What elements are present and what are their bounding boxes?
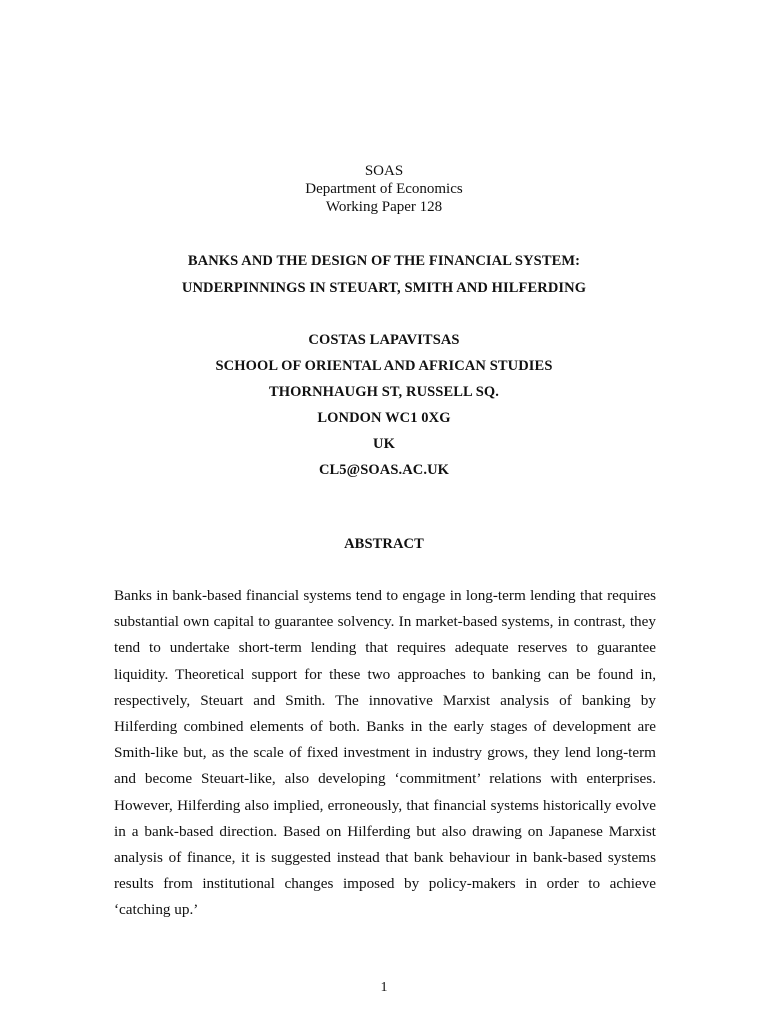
institution-name: SOAS [364, 163, 404, 179]
author-email: CL5@SOAS.AC.UK [318, 462, 450, 478]
paper-title [0, 248, 768, 302]
author-name: COSTAS LAPAVITSAS [308, 332, 460, 348]
title-line-1: BANKS AND THE DESIGN OF THE FINANCIAL SYSTEM: [187, 253, 581, 269]
department-name: Department of Economics [305, 181, 463, 197]
author-country: UK [373, 436, 395, 452]
abstract-text: Banks in bank-based financial systems tend to engage in long-term lending that requires substantial own capital to guarantee solvency. In market-based systems, in contrast, they tend to undertake short-term lending that requires adequate reserves to guarantee liquidity. Theoretical support for these two approaches to banking can be found in, respectively, Steuart and Smith. The innovative Marxist analysis of banking by Hilferding combined elements of both. Banks in the early stages of development are Smith-like but, as the scale of fixed investment in industry grows, they lend long-term and become Steuart-like, also developing ‘commitment’ relations with enterprises. However, Hilferding also implied, erroneously, that financial systems historically evolve in a bank-based direction. Based on Hilferding but also drawing on Japanese Marxist analysis of finance, it is suggested instead that bank behaviour in bank-based systems results from institutional changes imposed by policy-makers in order to achieve ‘catching up.’ [114, 587, 656, 919]
abstract-heading: ABSTRACT [344, 536, 424, 552]
author-street: THORNHAUGH ST, RUSSELL SQ. [269, 384, 499, 400]
page-number: 1 [380, 980, 388, 995]
author-city: LONDON WC1 0XG [317, 410, 451, 426]
title-line-2: UNDERPINNINGS IN STEUART, SMITH AND HILFERDING [181, 280, 587, 296]
author-block [0, 327, 768, 483]
paper-header [0, 162, 768, 216]
working-paper-number: Working Paper 128 [325, 199, 443, 215]
author-school: SCHOOL OF ORIENTAL AND AFRICAN STUDIES [215, 358, 553, 374]
